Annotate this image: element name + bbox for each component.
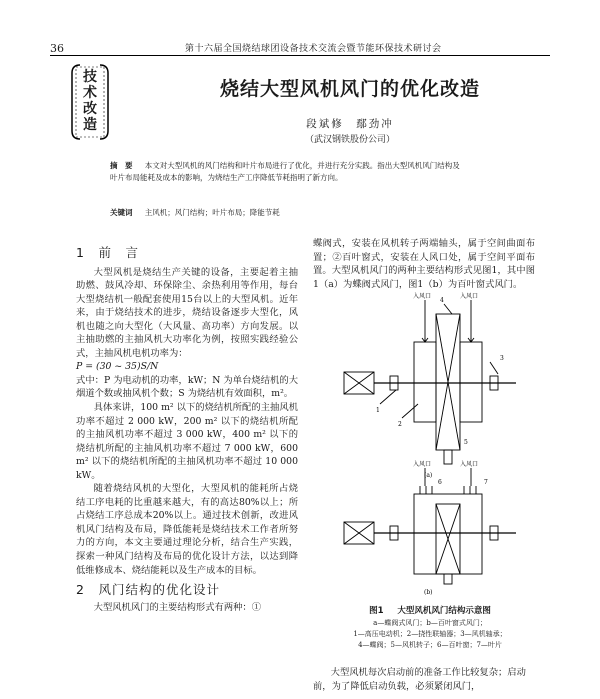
section-2-para-1: 大型风机风门的主要结构形式有两种：① — [93, 601, 262, 613]
right-bottom-para — [313, 666, 535, 693]
authors: 段斌修 鄢劲冲 — [306, 118, 394, 130]
figure-caption-label: 图1 — [369, 606, 384, 616]
part-number-6: 6 — [438, 479, 442, 486]
part-number-2: 2 — [398, 421, 402, 428]
part-number-3: 3 — [500, 355, 504, 362]
paper-title: 烧结大型风机风门的优化改造 — [219, 78, 480, 100]
abstract-text: 本文对大型风机的风门结构和叶片布局进行了优化，并进行充分实践。指出大型风机风门结构及叶片布局能耗及成本的影响，为烧结生产工序降低节耗指明了新方向。 — [110, 161, 460, 182]
figure-legend — [330, 618, 530, 651]
keywords — [110, 207, 460, 218]
section-1-para-3: 具体来讲，100 m² 以下的烧结机所配的主抽风机功率不超过 2 000 kW，200 m² 以下的烧结机所配的主抽风机功率不超过 3 000 kW，400 m² 以下的烧结机所配的主抽风机功率不超过 7 000 kW，600 m² 以下的烧结机所配的主抽风机功率不超过 10 000 kW。 — [76, 402, 298, 481]
inlet-label-a-left: 入风口 — [413, 293, 432, 300]
badge-char: 技 — [83, 69, 97, 85]
figure-1-diagram — [340, 272, 520, 597]
inlet-label-a-right: 入风口 — [460, 293, 479, 300]
badge-char: 改 — [83, 101, 97, 117]
keywords-text: 主风机；风门结构；叶片布局；降能节耗 — [144, 208, 280, 217]
figure-legend-line: a—蝶阀式风门；b—百叶窗式风门； — [373, 619, 487, 627]
part-number-4: 4 — [440, 297, 444, 304]
section-1-para-2: 式中：P 为电动机的功率，kW；N 为单台烧结机的大烟道个数或抽风机个数；S 为烧结机有效面积，m²。 — [76, 374, 298, 400]
abstract-label: 摘 要 — [110, 161, 133, 170]
section-1-para-1: 大型风机是烧结生产关键的设备，主要起着主抽助燃、鼓风冷却、环保除尘、余热利用等作用，每台大型烧结机一般配套使用15台以上的大型风机。近年来，由于烧结技术的进步，烧结设备逐步大型化，风机也随之向大型化（大风量、高功率）方向发展。以主抽助燃的主抽风机大功率化为例，按照实践经验公式，主抽风机电机功率为： — [76, 266, 298, 359]
section-1-heading: 1 前 言 — [76, 245, 139, 260]
section-1-para-4: 随着烧结风机的大型化，大型风机的能耗所占烧结工序电耗的比重越来越大，有的高达80%以上；所占烧结工序总成本20%以上。通过技术创新，改进风机风门结构及布局，降低能耗是烧结技术工作者所努力的方向，本文主要通过理论分析，结合生产实践，探索一种风门结构及布局的优化设计方法，以达到降低维修成本、烧结能耗以及生产成本的目标。 — [76, 483, 298, 576]
sub-label-b: (b) — [424, 589, 433, 596]
section-2-heading: 2 风门结构的优化设计 — [76, 582, 220, 598]
part-number-5: 5 — [464, 439, 468, 446]
right-para-2: 大型风机每次启动前的准备工作比较复杂；启动前，为了降低启动负载，必须紧闭风门， — [313, 667, 526, 692]
abstract — [110, 160, 460, 184]
inlet-label-b-right: 入风口 — [460, 461, 479, 468]
badge-char: 造 — [83, 117, 97, 133]
page-number: 36 — [50, 42, 64, 55]
header-rule — [50, 55, 550, 56]
affiliation: （武汉钢铁股份公司） — [304, 135, 395, 145]
figure-legend-line: 4—蝶阀；5—风机转子；6—百叶窗；7—叶片 — [358, 641, 502, 649]
figure-legend-line: 1—高压电动机；2—挠性联轴器；3—风机轴承； — [353, 630, 507, 638]
left-column — [76, 246, 298, 614]
figure-caption-text: 大型风机风门结构示意图 — [397, 606, 491, 616]
sub-label-a: (a) — [424, 472, 433, 479]
part-number-7: 7 — [484, 479, 488, 486]
running-title: 第十六届全国烧结球团设备技术交流会暨节能环保技术研讨会 — [185, 44, 442, 54]
figure-caption — [330, 604, 530, 616]
column-badge — [70, 63, 110, 141]
keywords-label: 关键词 — [110, 208, 133, 217]
part-number-1: 1 — [376, 407, 380, 414]
inlet-label-b-left: 入风口 — [413, 461, 432, 468]
power-formula: P = (30 ~ 35)S/N — [76, 361, 159, 373]
badge-char: 术 — [83, 85, 97, 101]
right-para-1: 蝶阀式，安装在风机转子两端轴头，属于空间曲面布置；②百叶窗式，安装在人风口处，属于空间平面布置。大型风机风门的两种主要结构形式见图1，其中图1（a）为蝶阀式风门，图1（b）为百叶窗式风门。 — [313, 238, 535, 290]
